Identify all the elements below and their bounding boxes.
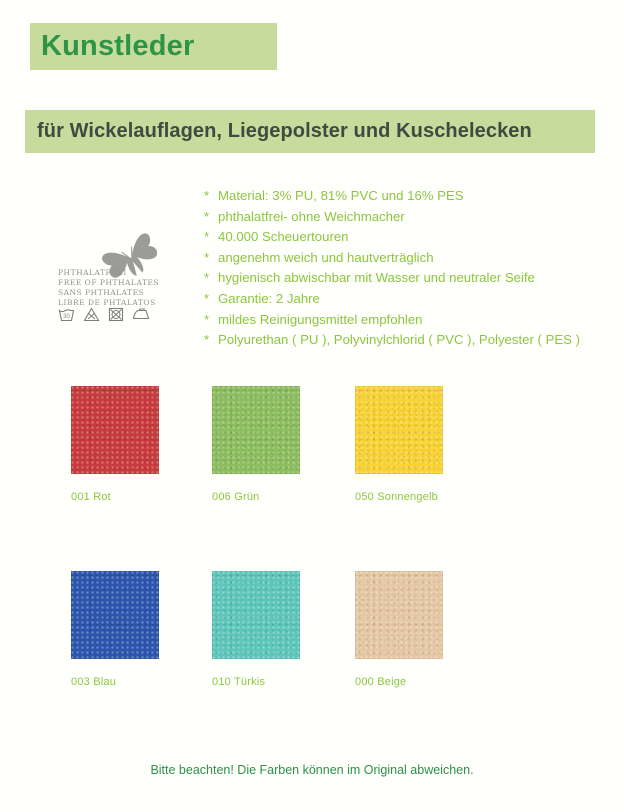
swatch-label: 010 Türkis <box>212 676 266 688</box>
swatch-cell <box>71 571 171 688</box>
svg-text:30: 30 <box>63 314 70 320</box>
swatch-label: 003 Blau <box>71 676 117 688</box>
swatch-cell <box>71 386 171 503</box>
page-title: Kunstleder <box>41 30 195 62</box>
feature-bullet: * <box>204 208 210 224</box>
swatch-cell <box>355 571 455 688</box>
feature-text: phthalatfrei- ohne Weichmacher <box>218 208 405 224</box>
feature-text: Material: 3% PU, 81% PVC und 16% PES <box>218 188 464 203</box>
feature-bullet: * <box>204 311 210 327</box>
swatch-label: 050 Sonnengelb <box>355 491 438 503</box>
swatch-label: 006 Grün <box>212 491 260 503</box>
stamp-line: LIBRE DE PHTALATOS <box>58 298 156 307</box>
feature-text: 40.000 Scheuertouren <box>218 229 349 245</box>
swatch-cell <box>212 571 312 688</box>
swatch-cell <box>355 386 455 503</box>
feature-text: angenehm weich und hautverträglich <box>218 249 434 265</box>
swatch-color-square <box>212 386 300 474</box>
feature-text: hygienisch abwischbar mit Wasser und neutraler Seife <box>218 270 535 286</box>
feature-text: mildes Reinigungsmittel empfohlen <box>218 311 423 327</box>
feature-bullet: * <box>204 332 210 348</box>
feature-bullet: * <box>204 290 210 306</box>
stamp-line: PHTHALATFREI <box>58 268 127 277</box>
stamp-line: FREE OF PHTHALATES <box>58 278 160 287</box>
swatch-label: 001 Rot <box>71 491 111 503</box>
page-subtitle: für Wickelauflagen, Liegepolster und Kuschelecken <box>37 120 532 142</box>
swatch-cell <box>212 386 312 503</box>
feature-bullet: * <box>204 188 210 203</box>
feature-bullet: * <box>204 270 210 286</box>
swatch-label: 000 Beige <box>355 676 407 688</box>
swatch-color-square <box>212 571 300 659</box>
footer-note: Bitte beachten! Die Farben können im Original abweichen. <box>150 763 474 777</box>
feature-bullet: * <box>204 229 210 245</box>
feature-text: Garantie: 2 Jahre <box>218 290 320 306</box>
swatch-color-square <box>71 386 159 474</box>
feature-text: Polyurethan ( PU ), Polyvinylchlorid ( PVC ), Polyester ( PES ) <box>218 332 581 348</box>
swatch-color-square <box>355 571 443 659</box>
swatch-color-square <box>355 386 443 474</box>
feature-bullet: * <box>204 249 210 265</box>
swatch-color-square <box>71 571 159 659</box>
stamp-line: SANS PHTHALATES <box>58 288 145 297</box>
